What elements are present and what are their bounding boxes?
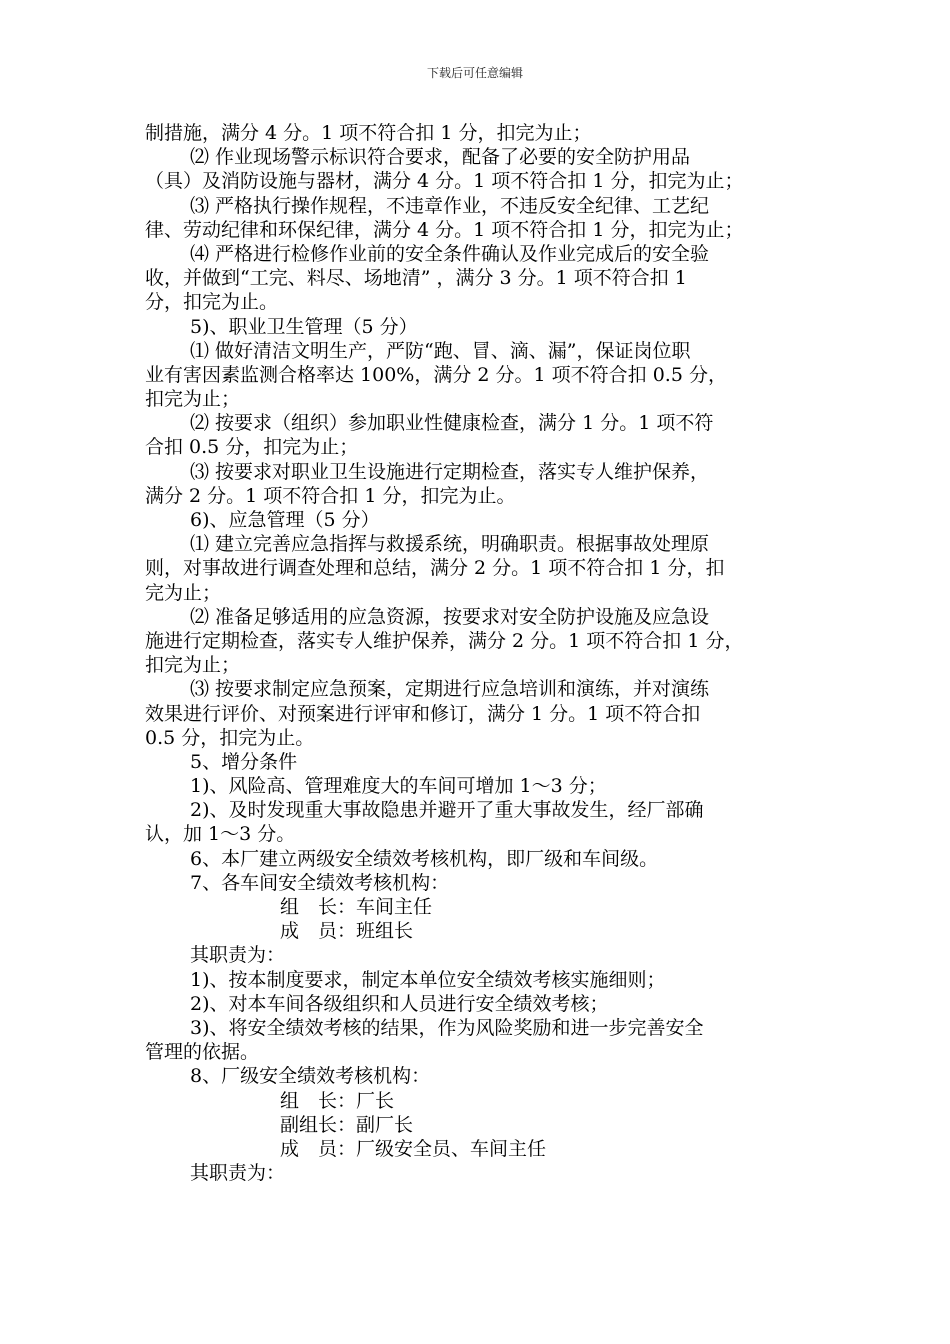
text-line: 认，加 1～3 分。 (145, 823, 296, 846)
text-line: ⑶ 按要求对职业卫生设施进行定期检查，落实专人维护保养， (190, 460, 710, 483)
text-line: 分，扣完为止。 (145, 291, 279, 314)
page-header: 下载后可任意编辑 (426, 66, 523, 80)
text-line: 0.5 分，扣完为止。 (145, 726, 315, 749)
text-line: 成 员：班组长 (280, 920, 414, 943)
text-line: ⑷ 严格进行检修作业前的安全条件确认及作业完成后的安全验 (190, 242, 710, 265)
text-line: 其职责为： (190, 944, 286, 967)
text-line: 管理的依据。 (145, 1041, 260, 1064)
text-line: 7、各车间安全绩效考核机构： (190, 871, 450, 894)
text-line: ⑵ 作业现场警示标识符合要求，配备了必要的安全防护用品 (190, 146, 691, 169)
text-line: 施进行定期检查，落实专人维护保养，满分 2 分。1 项不符合扣 1 分， (145, 629, 744, 652)
text-line: 收，并做到“工完、料尽、场地清” ，满分 3 分。1 项不符合扣 1 (145, 267, 687, 290)
text-line: ⑴ 做好清洁文明生产，严防“跑、冒、滴、漏”，保证岗位职 (190, 339, 691, 362)
text-line: 扣完为止； (145, 388, 241, 411)
text-line: 1)、风险高、管理难度大的车间可增加 1～3 分； (190, 775, 607, 798)
text-line: 其职责为： (190, 1162, 286, 1185)
text-line: 6)、应急管理（5 分） (190, 509, 380, 531)
text-line: 3)、将安全绩效考核的结果，作为风险奖励和进一步完善安全 (190, 1016, 704, 1039)
text-line: 8、厂级安全绩效考核机构： (190, 1065, 431, 1088)
text-line: 1)、按本制度要求，制定本单位安全绩效考核实施细则； (190, 968, 666, 991)
text-line: （具）及消防设施与器材，满分 4 分。1 项不符合扣 1 分，扣完为止； (145, 170, 744, 193)
text-line: 5)、职业卫生管理（5 分） (190, 315, 418, 338)
text-line: 满分 2 分。1 项不符合扣 1 分，扣完为止。 (145, 484, 516, 507)
text-line: 2)、对本车间各级组织和人员进行安全绩效考核； (190, 992, 609, 1015)
text-line: 完为止； (145, 581, 222, 604)
text-line: 扣完为止； (145, 654, 241, 677)
text-line: ⑵ 准备足够适用的应急资源，按要求对安全防护设施及应急设 (190, 605, 710, 628)
text-line: 业有害因素监测合格率达 100%，满分 2 分。1 项不符合扣 0.5 分， (145, 363, 727, 386)
text-line: 2)、及时发现重大事故隐患并避开了重大事故发生，经厂部确 (190, 799, 704, 822)
text-line: 6、本厂建立两级安全绩效考核机构，即厂级和车间级。 (190, 847, 659, 870)
text-line: 组 长：车间主任 (280, 896, 433, 918)
text-line: 组 长：厂长 (280, 1089, 395, 1112)
text-line: ⑶ 严格执行操作规程，不违章作业，不违反安全纪律、工艺纪 (190, 194, 710, 217)
text-line: 效果进行评价、对预案进行评审和修订，满分 1 分。1 项不符合扣 (145, 702, 701, 725)
text-line: ⑶ 按要求制定应急预案，定期进行应急培训和演练，并对演练 (190, 678, 710, 701)
text-line: 律、劳动纪律和环保纪律，满分 4 分。1 项不符合扣 1 分，扣完为止； (145, 218, 744, 241)
document-body (145, 121, 815, 1185)
text-line: 合扣 0.5 分，扣完为止； (145, 436, 359, 459)
text-line: 5、增分条件 (190, 750, 298, 773)
text-line: 制措施，满分 4 分。1 项不符合扣 1 分，扣完为止； (145, 122, 592, 144)
text-line: 副组长：副厂长 (280, 1113, 414, 1136)
text-line: 则，对事故进行调查处理和总结，满分 2 分。1 项不符合扣 1 分，扣 (145, 557, 725, 580)
text-line: ⑴ 建立完善应急指挥与救援系统，明确职责。根据事故处理原 (190, 533, 710, 556)
text-line: 成 员：厂级安全员、车间主任 (280, 1137, 547, 1160)
text-line: ⑵ 按要求（组织）参加职业性健康检查，满分 1 分。1 项不符 (190, 412, 714, 435)
